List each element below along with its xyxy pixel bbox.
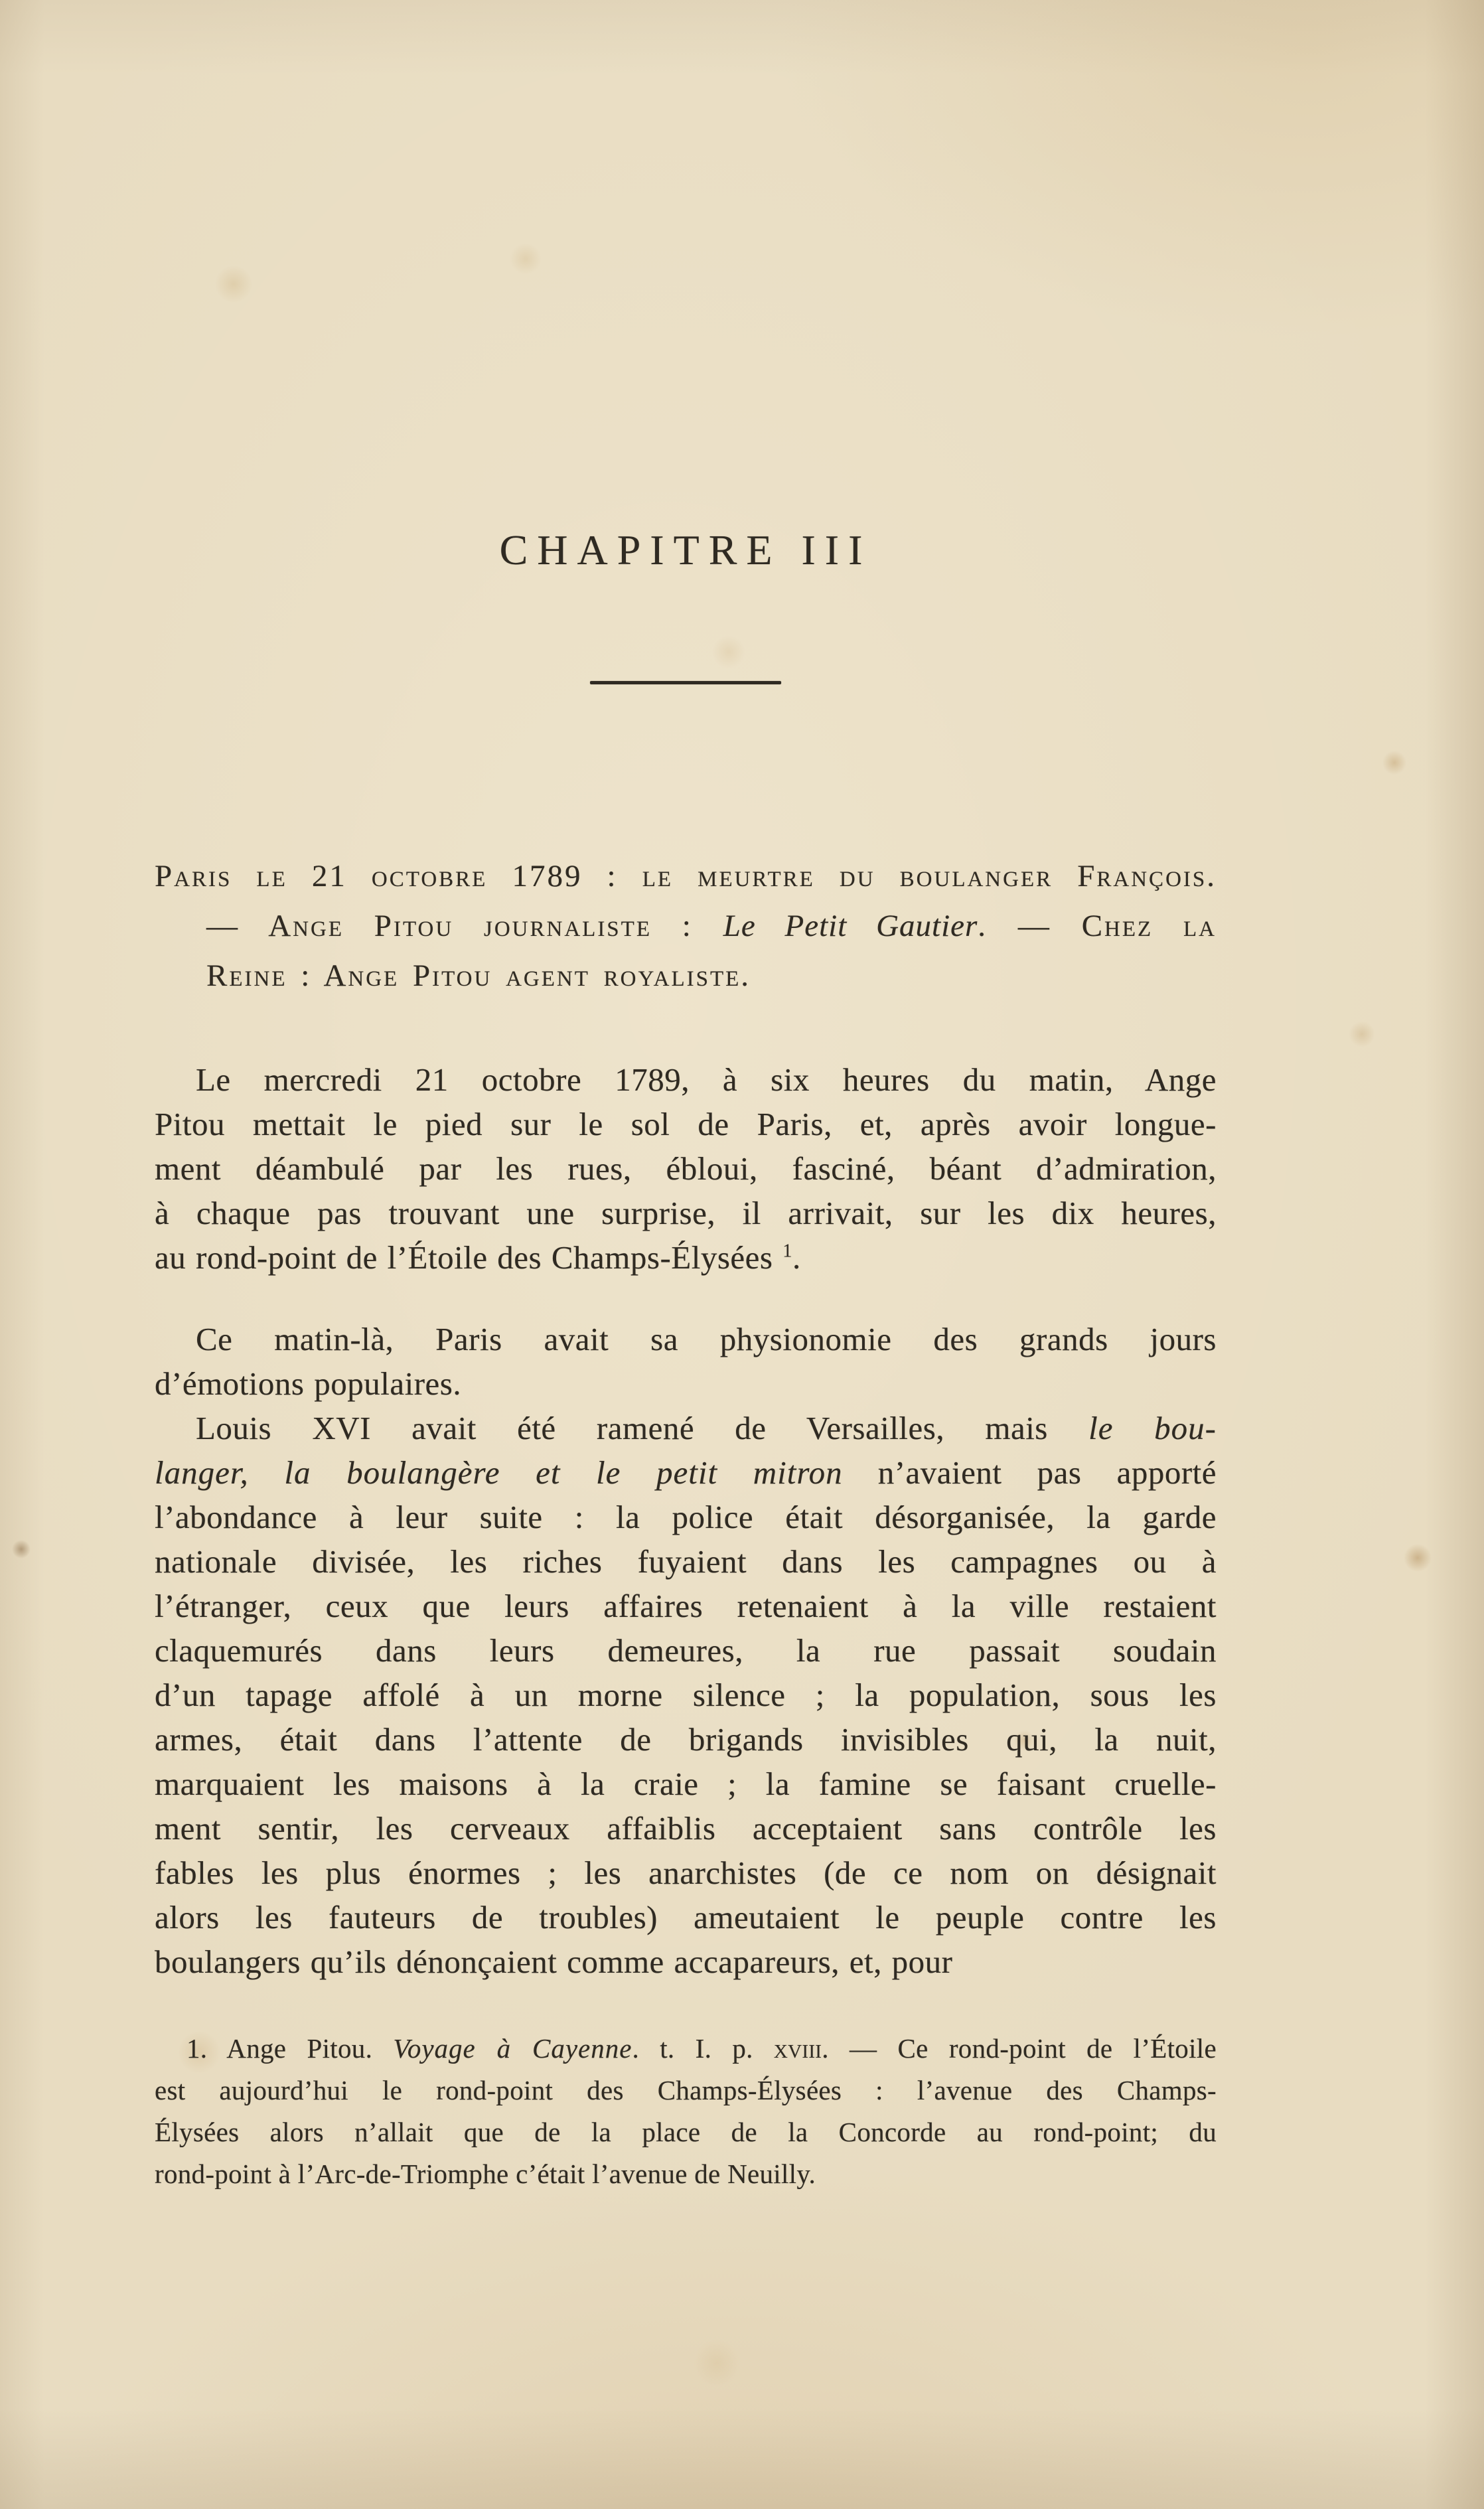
text-line [155,1495,1217,1539]
text-line [155,2070,1217,2111]
text-segment: ment déambulé par les rues, ébloui, fasciné, béant d’admiration, [155,1150,1217,1187]
smallcaps-segment: — Ange Pitou journaliste : [206,909,723,943]
text-line [155,1895,1217,1939]
text-segment: d’émotions populaires. [155,1365,462,1402]
text-line [155,1102,1217,1146]
text-line [155,1584,1217,1628]
text-line [155,1673,1217,1717]
text-line [155,1191,1217,1235]
text-segment: ment sentir, les cerveaux affaiblis acceptaient sans contrôle les [155,1810,1217,1847]
text-segment: . t. I. p. [632,2033,774,2064]
text-segment: Pitou mettait le pied sur le sol de Paris, et, après avoir longue- [155,1106,1217,1142]
text-line [155,1406,1217,1450]
smallcaps-segment: Paris le 21 octobre 1789 : le meurtre du boulanger François. [155,859,1217,893]
text-line [155,2028,1217,2070]
paragraph [155,1317,1217,1406]
italic-segment: le bou- [1088,1410,1217,1446]
paragraph [155,1406,1217,1984]
paragraph [155,1057,1217,1280]
text-line [155,1539,1217,1584]
text-segment: n’avaient pas apporté [842,1454,1217,1491]
text-segment: à chaque pas trouvant une surprise, il arrivait, sur les dix heures, [155,1195,1217,1231]
text-segment: au rond-point de l’Étoile des Champs-Élysées [155,1239,783,1276]
smallcaps-segment: Reine : Ange Pitou agent royaliste. [206,958,751,993]
text-segment: l’étranger, ceux que leurs affaires retenaient à la ville restaient [155,1588,1217,1624]
text-segment: nationale divisée, les riches fuyaient dans les campagnes ou à [155,1543,1217,1580]
text-segment: rond-point à l’Arc-de-Triomphe c’était l’avenue de Neuilly. [155,2159,816,2189]
footnote [155,2028,1217,2195]
text-line [155,1762,1217,1806]
italic-segment: langer, la boulangère et le petit mitron [155,1454,843,1491]
text-segment: boulangers qu’ils dénonçaient comme accapareurs, et, pour [155,1943,953,1980]
text-line [155,2153,1217,2195]
text-segment: Élysées alors n’allait que de la place de la Concorde au rond-point; du [155,2117,1217,2147]
chapter-summary [155,852,1217,1001]
text-segment: . — Ce rond-point de l’Étoile [822,2033,1217,2064]
text-line [155,1806,1217,1851]
text-block [155,0,1217,2509]
text-line [155,1450,1217,1495]
footnote-ref: 1 [782,1241,792,1262]
text-segment: 1. Ange Pitou. [186,2033,394,2064]
text-line [155,1235,1217,1280]
text-line [155,951,1217,1001]
text-line [155,1851,1217,1895]
body-paragraphs [155,1057,1217,1984]
text-segment: l’abondance à leur suite : la police était désorganisée, la garde [155,1499,1217,1535]
text-segment: . [792,1239,801,1276]
text-segment: Le mercredi 21 octobre 1789, à six heures du matin, Ange [196,1061,1217,1098]
smallcaps-segment: xviii [773,2033,822,2064]
text-segment: armes, était dans l’attente de brigands invisibles qui, la nuit, [155,1721,1217,1758]
smallcaps-segment: . — Chez la [978,909,1217,943]
text-line [155,1717,1217,1762]
text-segment: marquaient les maisons à la craie ; la famine se faisant cruelle- [155,1766,1217,1802]
italic-segment: Voyage à Cayenne [393,2033,632,2064]
text-segment: fables les plus énormes ; les anarchistes (de ce nom on désignait [155,1855,1217,1891]
text-segment: claquemurés dans leurs demeures, la rue passait soudain [155,1632,1217,1669]
text-line [155,2111,1217,2153]
chapter-title: CHAPITRE III [499,526,872,573]
text-line [155,1939,1217,1984]
text-line [155,1317,1217,1361]
title-rule [590,681,781,684]
text-line [155,852,1217,901]
italic-segment: Le Petit Gautier [723,909,978,943]
text-line [155,1057,1217,1102]
text-line [155,1628,1217,1673]
text-segment: Louis XVI avait été ramené de Versailles, mais [196,1410,1089,1446]
text-segment: Ce matin-là, Paris avait sa physionomie des grands jours [196,1321,1217,1357]
text-segment: alors les fauteurs de troubles) ameutaient le peuple contre les [155,1899,1217,1936]
text-line [155,1146,1217,1191]
text-line [155,901,1217,951]
text-segment: d’un tapage affolé à un morne silence ; la population, sous les [155,1677,1217,1713]
text-segment: est aujourd’hui le rond-point des Champs-Élysées : l’avenue des Champs- [155,2075,1217,2105]
text-line [155,1361,1217,1406]
